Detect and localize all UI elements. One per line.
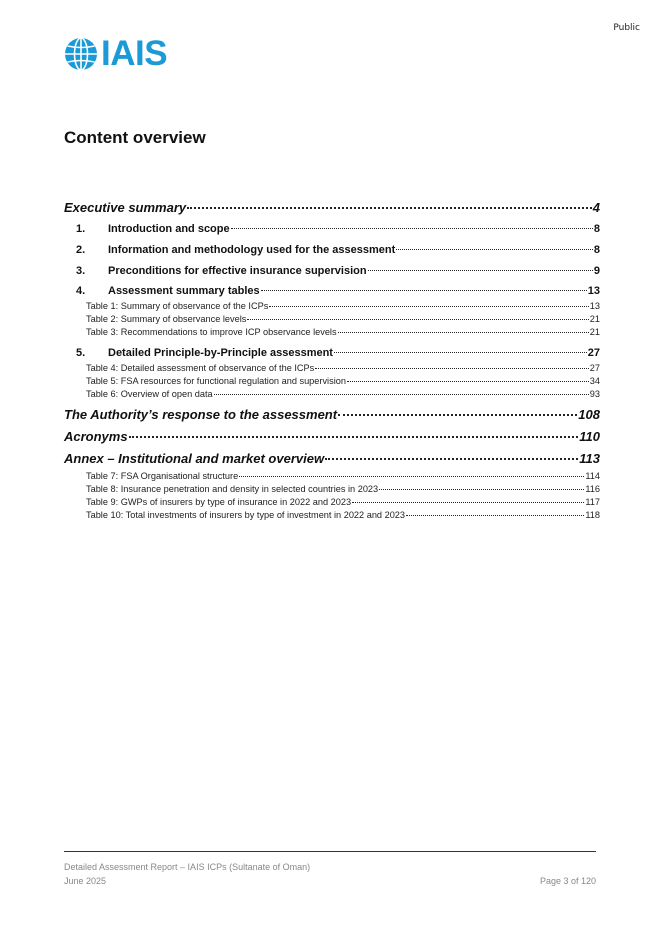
toc-leader [396,249,593,250]
toc-entry-number: 4. [76,285,86,297]
toc-leader [338,332,589,333]
toc-leader [231,228,593,229]
toc-leader [187,207,592,209]
toc-entry-text: Table 7: FSA Organisational structure [86,471,239,481]
toc-entry[interactable] [64,483,600,496]
toc-entry-page: 21 [589,327,600,337]
toc-entry-number: 2. [76,244,86,256]
toc-entry-text: Assessment summary tables [108,285,260,297]
toc-entry-number: 3. [76,265,86,277]
toc-entry-text: Table 4: Detailed assessment of observance of the ICPs [86,363,315,373]
toc-leader [129,436,579,438]
toc-entry[interactable] [64,326,600,339]
toc-leader [239,476,584,477]
toc-entry-text: Table 6: Overview of open data [86,389,213,399]
toc-leader [315,368,588,369]
toc-entry[interactable] [64,313,600,326]
toc-entry[interactable] [64,388,600,401]
logo-text: IAIS [101,34,168,73]
toc-entry-text: Introduction and scope [108,223,230,235]
toc-entry[interactable] [64,197,600,219]
toc-leader [247,319,588,320]
toc-leader [334,352,587,353]
toc-entry-number: 5. [76,347,86,359]
toc-entry[interactable] [64,470,600,483]
toc-entry-number: 1. [76,223,86,235]
toc-entry-text: Table 5: FSA resources for functional regulation and supervision [86,376,346,386]
toc-entry-text: Table 9: GWPs of insurers by type of insurance in 2022 and 2023 [86,497,352,507]
toc-entry-text: Acronyms [64,429,128,444]
toc-entry[interactable] [64,300,600,313]
toc-leader [269,306,588,307]
toc-entry-text: Annex – Institutional and market overview [64,451,325,466]
toc-entry-page: 8 [593,244,600,256]
footer-divider [64,851,596,852]
globe-icon [64,37,98,71]
toc-leader [406,515,584,516]
toc-entry-text: Preconditions for effective insurance supervision [108,265,367,277]
toc-leader [368,270,593,271]
toc-entry-page: 13 [589,301,600,311]
toc-entry-text: Table 8: Insurance penetration and density in selected countries in 2023 [86,484,379,494]
page-title: Content overview [64,128,206,147]
toc-entry[interactable] [64,240,600,261]
toc-entry-page: 8 [593,223,600,235]
toc-entry[interactable] [64,448,600,470]
toc-leader [352,502,584,503]
toc-entry[interactable] [64,219,600,240]
toc-entry-page: 118 [585,510,600,520]
toc-entry-page: 116 [585,484,600,494]
table-of-contents [64,197,600,522]
toc-entry-page: 4 [592,200,600,215]
toc-entry[interactable] [64,362,600,375]
toc-entry-text: The Authority’s response to the assessment [64,407,338,422]
toc-leader [379,489,584,490]
footer-report-title: Detailed Assessment Report – IAIS ICPs (Sultanate of Oman) [64,862,311,872]
toc-entry-page: 21 [589,314,600,324]
toc-leader [214,394,589,395]
toc-entry-page: 34 [589,376,600,386]
footer-left [64,860,310,888]
toc-entry-page: 114 [585,471,600,481]
toc-entry-text: Detailed Principle-by-Principle assessment [108,347,333,359]
toc-entry-text: Table 3: Recommendations to improve ICP observance levels [86,327,337,337]
toc-entry[interactable] [64,344,600,362]
footer-date: June 2025 [64,876,107,886]
toc-entry-page: 13 [587,285,600,297]
toc-entry-page: 9 [593,265,600,277]
toc-entry[interactable] [64,496,600,509]
toc-entry-page: 27 [587,347,600,359]
toc-leader [325,458,578,460]
iais-logo [64,34,168,73]
toc-entry[interactable] [64,261,600,282]
toc-leader [261,290,587,291]
toc-entry-page: 110 [579,429,600,444]
toc-leader [347,381,589,382]
toc-entry[interactable] [64,404,600,426]
toc-entry-text: Table 2: Summary of observance levels [86,314,247,324]
toc-entry[interactable] [64,282,600,300]
toc-leader [338,414,577,416]
footer-page-number: Page 3 of 120 [539,876,596,886]
toc-entry[interactable] [64,509,600,522]
toc-entry-page: 93 [589,389,600,399]
toc-entry-page: 27 [589,363,600,373]
classification-label: Public [613,23,640,33]
toc-entry[interactable] [64,375,600,388]
toc-entry-text: Information and methodology used for the assessment [108,244,396,256]
toc-entry-page: 113 [579,451,600,466]
toc-entry-page: 117 [585,497,600,507]
toc-entry[interactable] [64,426,600,448]
toc-entry-page: 108 [578,407,600,422]
toc-entry-text: Executive summary [64,200,187,215]
toc-entry-text: Table 1: Summary of observance of the ICPs [86,301,269,311]
toc-entry-text: Table 10: Total investments of insurers by type of investment in 2022 and 2023 [86,510,406,520]
